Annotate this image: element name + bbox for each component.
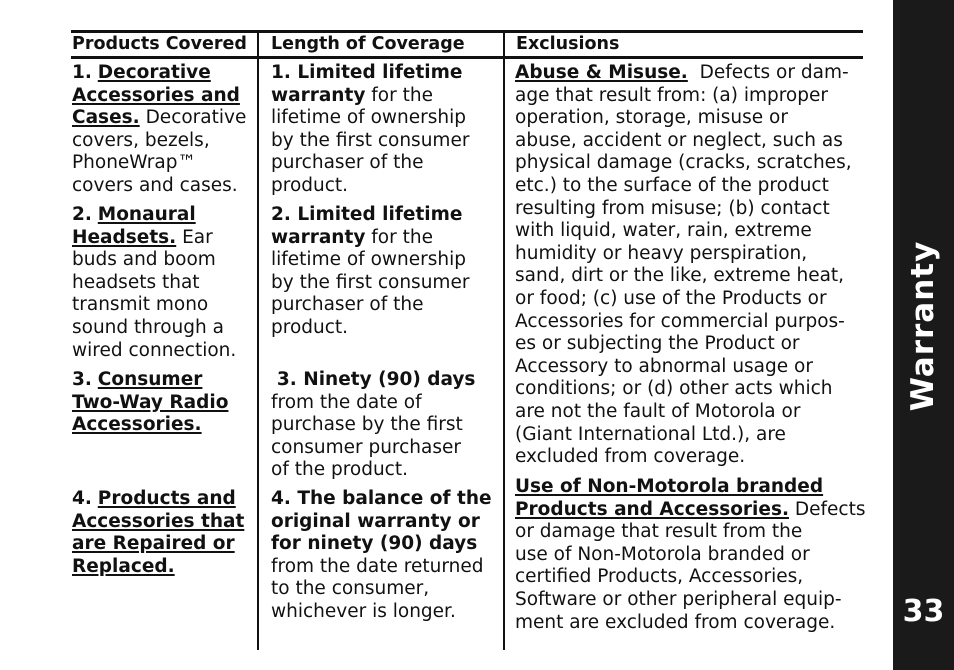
coverage-text: by the first consumer xyxy=(271,271,470,293)
exclusion-text: with liquid, water, rain, extreme xyxy=(515,220,812,242)
product-desc: Decorative xyxy=(145,107,247,129)
exclusion-text: (Giant International Ltd.), are xyxy=(515,423,786,445)
product-desc: sound through a xyxy=(72,316,224,338)
product-title: Accessories. xyxy=(72,414,202,436)
coverage-text: lifetime of ownership xyxy=(271,249,466,271)
product-desc: Ear xyxy=(182,226,213,248)
exclusion-title: Products and Accessories. xyxy=(515,498,789,520)
product-desc: PhoneWrap™ xyxy=(72,152,196,174)
coverage-bold: warranty xyxy=(271,84,366,106)
product-desc: transmit mono xyxy=(72,294,209,316)
exclusion-title: Use of Non-Motorola branded xyxy=(515,476,824,497)
exclusion-text: ment are excluded from coverage. xyxy=(515,611,836,633)
exclusion-text: Software or other peripheral equip- xyxy=(515,588,842,610)
coverage-bold: 3. Ninety (90) days xyxy=(276,369,476,390)
header-exclusions: Exclusions xyxy=(516,34,620,54)
exclusion-text: etc.) to the surface of the product xyxy=(515,174,829,196)
product-desc: wired connection. xyxy=(72,339,237,361)
product-title: Two-Way Radio xyxy=(72,391,229,413)
product-item-3 xyxy=(72,369,252,437)
coverage-text: lifetime of ownership xyxy=(271,107,466,129)
page-number: 33 xyxy=(902,594,945,629)
exclusion-text: abuse, accident or neglect, such as xyxy=(515,129,843,151)
exclusion-text: es or subjecting the Product or xyxy=(515,333,800,355)
product-item-2 xyxy=(72,204,252,362)
product-title: Accessories and xyxy=(72,84,240,106)
product-title: are Repaired or xyxy=(72,533,235,555)
exclusion-text: Defects xyxy=(794,498,866,520)
column-divider-2 xyxy=(503,32,505,650)
exclusion-text: resulting from misuse; (b) contact xyxy=(515,197,830,219)
exclusion-text: excluded from coverage. xyxy=(515,446,746,468)
product-desc: headsets that xyxy=(72,271,200,293)
header-length-of-coverage: Length of Coverage xyxy=(271,34,465,54)
product-number: 1. xyxy=(72,62,92,83)
coverage-item-3 xyxy=(271,369,499,482)
coverage-text: whichever is longer. xyxy=(271,600,456,622)
sidebar-title: Warranty xyxy=(905,240,941,412)
coverage-text: from the date of xyxy=(271,391,422,413)
exclusion-text: Defects or dam- xyxy=(699,62,849,83)
coverage-text: purchaser of the xyxy=(271,152,424,174)
product-title: Accessories that xyxy=(72,510,245,532)
product-desc: buds and boom xyxy=(72,249,216,271)
coverage-text: for the xyxy=(371,84,433,106)
coverage-bold: 1. Limited lifetime xyxy=(271,62,463,83)
product-desc: covers, bezels, xyxy=(72,129,210,151)
coverage-text: product. xyxy=(271,316,349,338)
exclusion-text: certified Products, Accessories, xyxy=(515,566,804,588)
coverage-text: purchaser of the xyxy=(271,294,424,316)
product-number: 3. xyxy=(72,369,92,390)
exclusion-title: Abuse & Misuse. xyxy=(515,62,688,83)
coverage-text: by the first consumer xyxy=(271,129,470,151)
coverage-text: product. xyxy=(271,174,349,196)
product-title: Cases. xyxy=(72,107,140,129)
coverage-item-2 xyxy=(271,204,499,340)
product-title: Decorative xyxy=(97,62,211,83)
coverage-item-4 xyxy=(271,488,499,624)
product-title: Monaural xyxy=(97,204,196,225)
exclusion-text: Accessories for commercial purpos- xyxy=(515,310,845,332)
coverage-bold: original warranty or xyxy=(271,510,480,532)
coverage-bold: warranty xyxy=(271,226,366,248)
exclusion-text: physical damage (cracks, scratches, xyxy=(515,152,852,174)
exclusion-text: age that result from: (a) improper xyxy=(515,84,828,106)
exclusion-text: or food; (c) use of the Products or xyxy=(515,287,827,309)
exclusion-text: conditions; or (d) other acts which xyxy=(515,378,833,400)
product-number: 2. xyxy=(72,204,92,225)
coverage-text: to the consumer, xyxy=(271,578,430,600)
exclusion-text: or damage that result from the xyxy=(515,521,803,543)
exclusion-text: operation, storage, misuse or xyxy=(515,107,788,129)
exclusion-item-2 xyxy=(515,476,870,634)
coverage-item-1 xyxy=(271,62,499,198)
product-item-1 xyxy=(72,62,252,198)
header-products-covered: Products Covered xyxy=(72,34,247,54)
product-title: Products and xyxy=(97,488,236,509)
coverage-text: purchase by the first xyxy=(271,414,463,436)
coverage-text: from the date returned xyxy=(271,555,484,577)
coverage-text: consumer purchaser xyxy=(271,436,461,458)
coverage-text: of the product. xyxy=(271,459,408,481)
product-title: Consumer xyxy=(97,369,203,390)
header-bottom-rule xyxy=(71,56,863,59)
exclusion-text: are not the fault of Motorola or xyxy=(515,400,801,422)
product-number: 4. xyxy=(72,488,92,509)
coverage-bold: for ninety (90) days xyxy=(271,533,478,555)
coverage-bold: 2. Limited lifetime xyxy=(271,204,463,225)
product-title: Replaced. xyxy=(72,555,175,577)
coverage-text: for the xyxy=(371,226,433,248)
product-title: Headsets. xyxy=(72,226,177,248)
exclusion-text: sand, dirt or the like, extreme heat, xyxy=(515,265,845,287)
coverage-bold: 4. The balance of the xyxy=(271,488,492,509)
exclusion-text: use of Non-Motorola branded or xyxy=(515,543,810,565)
column-divider-1 xyxy=(257,32,259,650)
exclusion-item-1 xyxy=(515,62,870,469)
product-item-4 xyxy=(72,488,252,578)
table-top-rule xyxy=(71,30,863,33)
exclusion-text: Accessory to abnormal usage or xyxy=(515,355,813,377)
exclusion-text: humidity or heavy perspiration, xyxy=(515,242,808,264)
product-desc: covers and cases. xyxy=(72,174,238,196)
